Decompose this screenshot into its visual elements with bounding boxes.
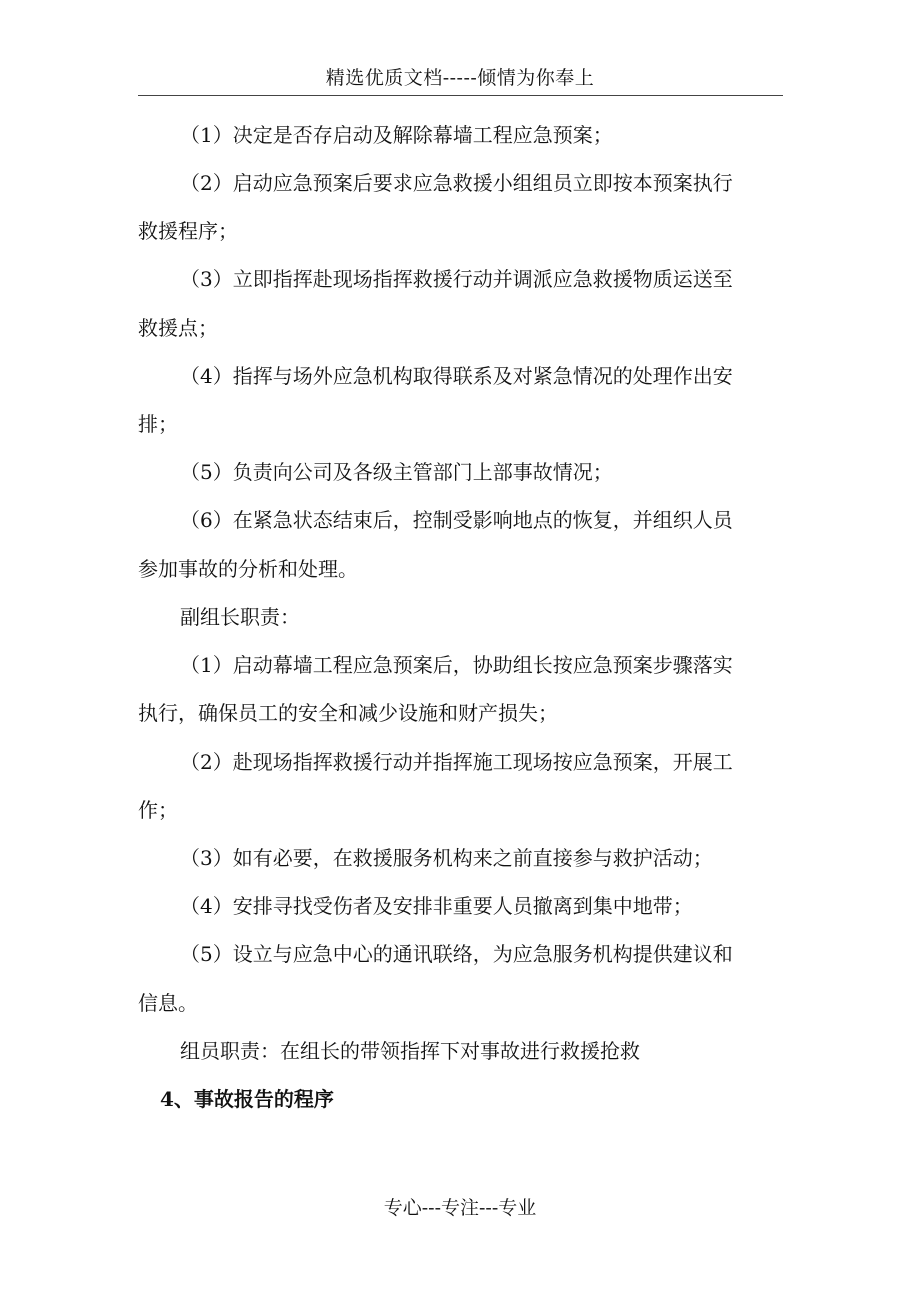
paragraph-line: 作；: [138, 798, 178, 822]
paragraph-line: 执行，确保员工的安全和减少设施和财产损失；: [138, 701, 558, 725]
paragraph-line: 信息。: [138, 991, 198, 1015]
paragraph-line: 救援点；: [138, 316, 218, 340]
paragraph-line: （1）决定是否存启动及解除幕墙工程应急预案；: [180, 123, 613, 147]
paragraph-line: 参加事故的分析和处理。: [138, 557, 358, 581]
paragraph-line: 排；: [138, 412, 178, 436]
page-header: 精选优质文档-----倾情为你奉上: [325, 67, 595, 89]
paragraph-line: 组员职责：在组长的带领指挥下对事故进行救援抢救: [180, 1039, 640, 1063]
paragraph-line: （5）负责向公司及各级主管部门上部事故情况；: [180, 460, 613, 484]
paragraph-line: （2）赴现场指挥救援行动并指挥施工现场按应急预案，开展工: [180, 750, 733, 774]
paragraph-line: （1）启动幕墙工程应急预案后，协助组长按应急预案步骤落实: [180, 653, 733, 677]
paragraph-line: （6）在紧急状态结束后，控制受影响地点的恢复，并组织人员: [180, 508, 733, 532]
section-heading: 4、事故报告的程序: [160, 1087, 334, 1111]
paragraph-line: （2）启动应急预案后要求应急救援小组组员立即按本预案执行: [180, 171, 733, 195]
paragraph-line: （4）安排寻找受伤者及安排非重要人员撤离到集中地带；: [180, 894, 693, 918]
paragraph-line: （3）立即指挥赴现场指挥救援行动并调派应急救援物质运送至: [180, 267, 733, 291]
section-label: 副组长职责：: [180, 605, 300, 629]
paragraph-line: （4）指挥与场外应急机构取得联系及对紧急情况的处理作出安: [180, 364, 733, 388]
paragraph-line: （3）如有必要，在救援服务机构来之前直接参与救护活动；: [180, 846, 713, 870]
page-footer: 专心---专注---专业: [383, 1197, 537, 1219]
paragraph-line: （5）设立与应急中心的通讯联络，为应急服务机构提供建议和: [180, 942, 733, 966]
paragraph-line: 救援程序；: [138, 219, 238, 243]
